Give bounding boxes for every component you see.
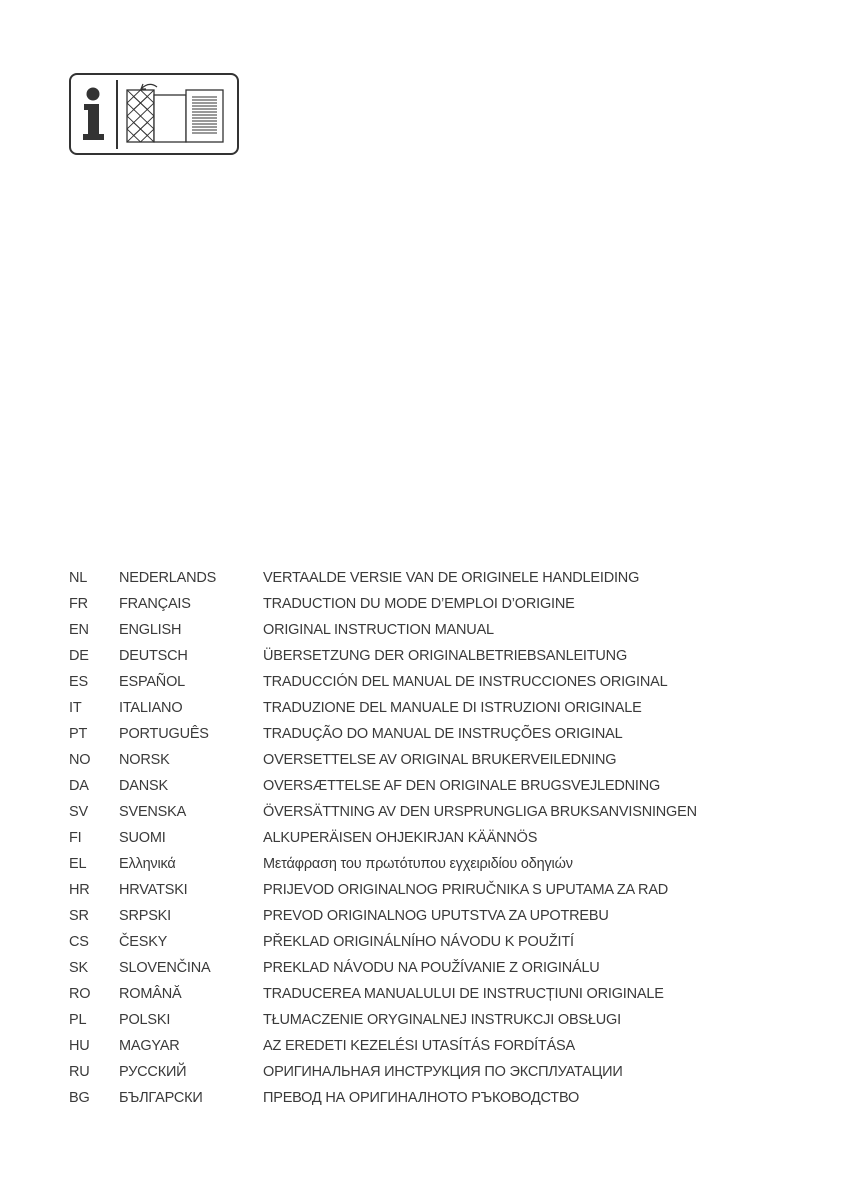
language-row-sr [69, 903, 809, 929]
language-row-da [69, 773, 809, 799]
language-name: POLSKI [119, 1012, 171, 1028]
language-row-pl [69, 1007, 809, 1033]
language-code: BG [69, 1090, 90, 1106]
manual-title: Μετάφραση του πρωτότυπου εγχειριδίου οδηγιών [263, 856, 573, 872]
language-name: SLOVENČINA [119, 960, 211, 976]
language-code: NO [69, 752, 91, 768]
manual-title: TRADUZIONE DEL MANUALE DI ISTRUZIONI ORIGINALE [263, 700, 642, 716]
language-name: SRPSKI [119, 908, 171, 924]
language-code: HU [69, 1038, 90, 1054]
language-code: SV [69, 804, 88, 820]
manual-title: ПРЕВОД НА ОРИГИНАЛНОТО РЪКОВОДСТВО [263, 1090, 580, 1106]
manual-title: ÖVERSÄTTNING AV DEN URSPRUNGLIGA BRUKSANVISNINGEN [263, 804, 697, 820]
language-code: PT [69, 726, 88, 742]
language-name: PORTUGUÊS [119, 726, 209, 742]
language-row-hu [69, 1033, 809, 1059]
language-code: SK [69, 960, 88, 976]
language-code: DA [69, 778, 89, 794]
language-name: MAGYAR [119, 1038, 180, 1054]
language-row-sk [69, 955, 809, 981]
manual-title: TRADUCCIÓN DEL MANUAL DE INSTRUCCIONES ORIGINAL [263, 674, 668, 690]
language-row-nl [69, 565, 809, 591]
language-code: DE [69, 648, 89, 664]
language-row-no [69, 747, 809, 773]
language-name: HRVATSKI [119, 882, 188, 898]
manual-title: PREVOD ORIGINALNOG UPUTSTVA ZA UPOTREBU [263, 908, 609, 924]
language-code: HR [69, 882, 90, 898]
language-list [69, 565, 809, 1111]
language-name: SVENSKA [119, 804, 187, 820]
language-code: SR [69, 908, 89, 924]
language-row-hr [69, 877, 809, 903]
manual-title: OVERSETTELSE AV ORIGINAL BRUKERVEILEDNING [263, 752, 617, 768]
manual-title: PRIJEVOD ORIGINALNOG PRIRUČNIKA S UPUTAMA ZA RAD [263, 882, 669, 898]
language-code: PL [69, 1012, 87, 1028]
language-code: FI [69, 830, 82, 846]
language-row-ru [69, 1059, 809, 1085]
language-row-fi [69, 825, 809, 851]
language-row-fr [69, 591, 809, 617]
language-row-en [69, 617, 809, 643]
language-name: ROMÂNĂ [119, 986, 182, 1002]
read-manual-info-icon [69, 73, 239, 155]
language-name: DEUTSCH [119, 648, 188, 664]
language-name: БЪЛГАРСКИ [119, 1090, 203, 1106]
manual-title: TŁUMACZENIE ORYGINALNEJ INSTRUKCJI OBSŁUGI [263, 1012, 621, 1028]
language-row-bg [69, 1085, 809, 1111]
language-name: SUOMI [119, 830, 166, 846]
language-name: ITALIANO [119, 700, 183, 716]
language-code: ES [69, 674, 88, 690]
language-row-de [69, 643, 809, 669]
language-name: ESPAÑOL [119, 674, 186, 690]
manual-title: VERTAALDE VERSIE VAN DE ORIGINELE HANDLEIDING [263, 570, 640, 586]
manual-title: AZ EREDETI KEZELÉSI UTASÍTÁS FORDÍTÁSA [263, 1038, 575, 1054]
language-code: EN [69, 622, 89, 638]
language-row-ro [69, 981, 809, 1007]
language-name: ČESKY [119, 934, 168, 950]
language-row-pt [69, 721, 809, 747]
language-name: ENGLISH [119, 622, 182, 638]
manual-title: OVERSÆTTELSE AF DEN ORIGINALE BRUGSVEJLEDNING [263, 778, 661, 794]
language-name: FRANÇAIS [119, 596, 191, 612]
manual-title: ALKUPERÄISEN OHJEKIRJAN KÄÄNNÖS [263, 830, 538, 846]
manual-title: PŘEKLAD ORIGINÁLNÍHO NÁVODU K POUŽITÍ [263, 934, 574, 950]
language-name: РУССКИЙ [119, 1064, 187, 1080]
manual-title: PREKLAD NÁVODU NA POUŽÍVANIE Z ORIGINÁLU [263, 960, 600, 976]
manual-title: ОРИГИНАЛЬНАЯ ИНСТРУКЦИЯ ПО ЭКСПЛУАТАЦИИ [263, 1064, 623, 1080]
language-name: NEDERLANDS [119, 570, 217, 586]
language-code: CS [69, 934, 89, 950]
manual-title: TRADUCEREA MANUALULUI DE INSTRUCȚIUNI ORIGINALE [263, 986, 664, 1002]
manual-title: TRADUÇÃO DO MANUAL DE INSTRUÇÕES ORIGINAL [263, 726, 623, 742]
language-code: NL [69, 570, 88, 586]
language-name: Ελληνικά [119, 856, 176, 872]
language-name: DANSK [119, 778, 168, 794]
language-code: RO [69, 986, 91, 1002]
language-row-it [69, 695, 809, 721]
manual-title: ÜBERSETZUNG DER ORIGINALBETRIEBSANLEITUNG [263, 648, 628, 664]
language-code: IT [69, 700, 82, 716]
language-row-cs [69, 929, 809, 955]
language-row-es [69, 669, 809, 695]
language-name: NORSK [119, 752, 170, 768]
language-code: EL [69, 856, 87, 872]
manual-title: TRADUCTION DU MODE D’EMPLOI D’ORIGINE [263, 596, 575, 612]
manual-title: ORIGINAL INSTRUCTION MANUAL [263, 622, 494, 638]
language-code: RU [69, 1064, 90, 1080]
language-row-el [69, 851, 809, 877]
language-code: FR [69, 596, 88, 612]
language-row-sv [69, 799, 809, 825]
